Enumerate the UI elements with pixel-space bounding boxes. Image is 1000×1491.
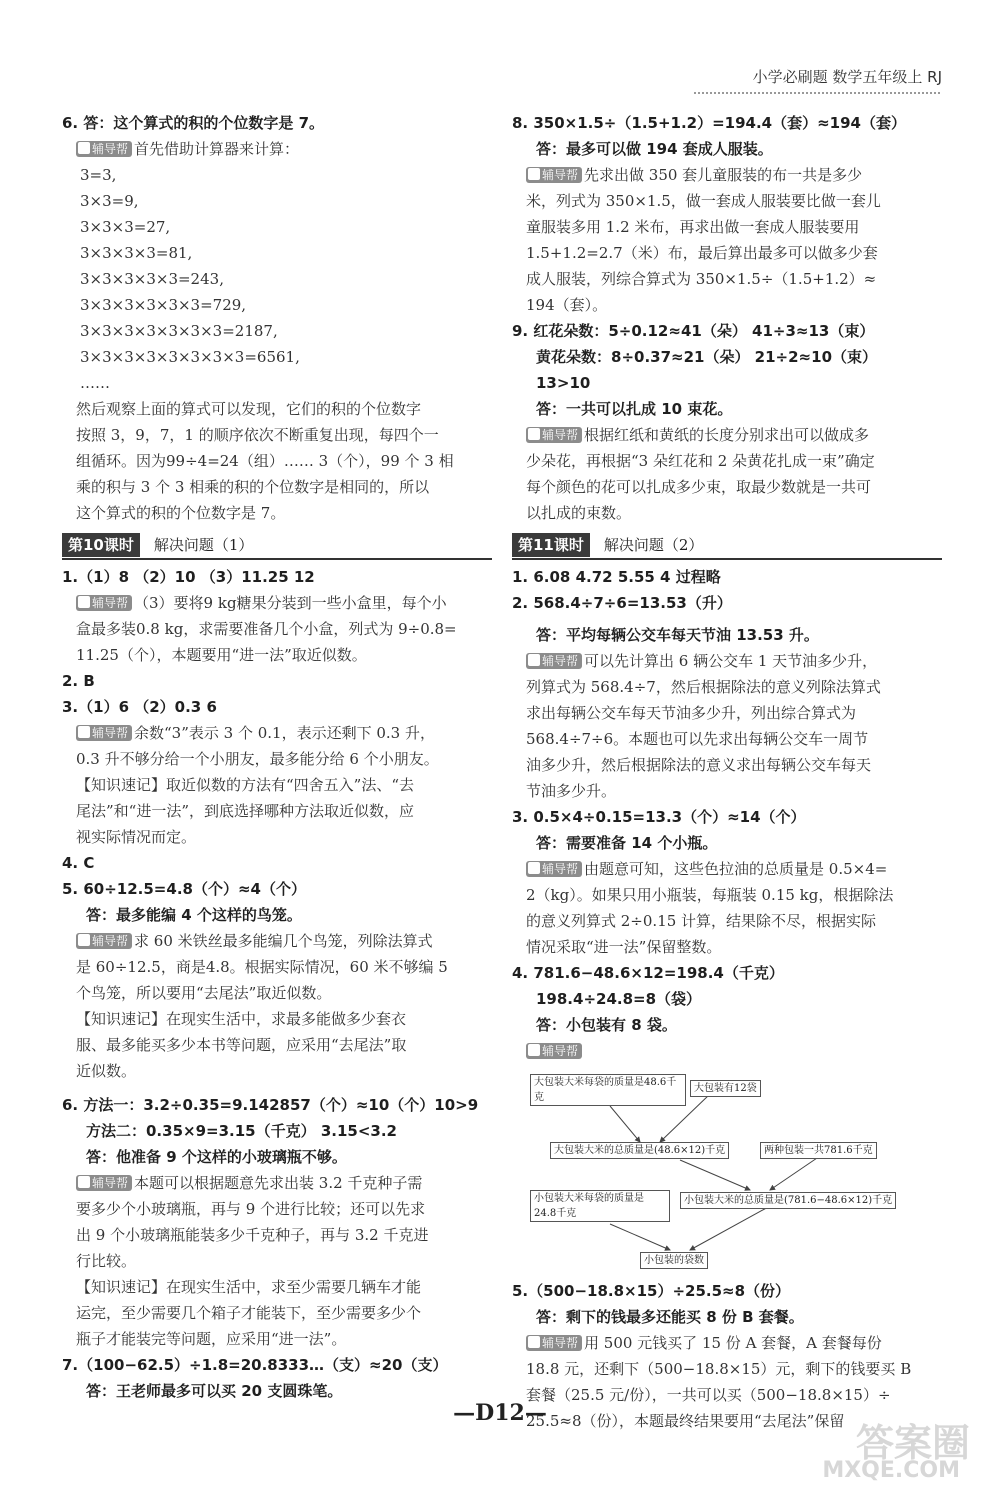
diagram-box-combined-total: 两种包装一共781.6千克 xyxy=(760,1142,877,1159)
diagram-box-big-bag-weight: 大包装大米每袋的质量是48.6千克 xyxy=(530,1074,686,1106)
q4-answer: 4. C xyxy=(62,854,95,872)
calc-line: 3×3×3×3=81, xyxy=(80,244,193,262)
calc-line: 3×3×3×3×3=243, xyxy=(80,270,224,288)
book-icon xyxy=(78,1176,90,1188)
calc-line: 3=3, xyxy=(80,166,117,184)
q7-answer-2: 答：王老师最多可以买 20 支圆珠笔。 xyxy=(86,1382,343,1400)
q3-help-line: 视实际情况而定。 xyxy=(76,828,197,846)
header-divider xyxy=(694,92,940,94)
r4-line-1: 4. 781.6−48.6×12=198.4（千克） xyxy=(512,964,784,982)
r1-answer: 1. 6.08 4.72 5.55 4 过程略 xyxy=(512,568,721,586)
r5-answer-2: 答：剩下的钱最多还能买 8 份 B 套餐。 xyxy=(536,1308,804,1326)
calc-line: 3×3×3×3×3×3×3×3=6561, xyxy=(80,348,300,366)
q9-line-4: 答：一共可以扎成 10 束花。 xyxy=(536,400,733,418)
fudaobang-tag: 辅导帮 xyxy=(526,1043,582,1059)
r5-help: 辅导帮 用 500 元钱买了 15 份 A 套餐，A 套餐每份 xyxy=(512,1330,942,1356)
calc-line: 3×3=9, xyxy=(80,192,139,210)
lesson-title: 解决问题（2） xyxy=(603,536,704,554)
watermark-url: MXQE.COM xyxy=(822,1458,960,1483)
q2-answer: 2. B xyxy=(62,672,95,690)
q5-help-line: 是 60÷12.5，商是4.8。根据实际情况，60 米不够编 5 xyxy=(76,958,448,976)
r4-line-2: 198.4÷24.8=8（袋） xyxy=(536,990,702,1008)
q8-help-line: 米，列式为 350×1.5，做一套成人服装要比做一套儿 xyxy=(526,192,881,210)
q6b-help-line: 出 9 个小玻璃瓶能装多少千克种子，再与 3.2 千克进 xyxy=(76,1226,429,1244)
diagram-box-big-total: 大包装大米的总质量是(48.6×12)千克 xyxy=(550,1142,729,1159)
q3-help: 辅导帮 余数“3”表示 3 个 0.1，表示还剩下 0.3 升， xyxy=(62,720,492,746)
q1-help-line: 盒最多装0.8 kg，求需要准备几个小盒，列式为 9÷0.8= xyxy=(76,620,457,638)
page-number: —D12— xyxy=(453,1400,547,1426)
q9-line-3: 13>10 xyxy=(536,374,591,392)
book-icon xyxy=(528,168,540,180)
q6-para: 组循环。因为99÷4=24（组）…… 3（个），99 个 3 相 xyxy=(76,452,454,470)
r5-help-line: 18.8 元，还剩下（500−18.8×15）元，剩下的钱要买 B xyxy=(526,1360,912,1378)
q3-help-line: 0.3 升不够分给一个小朋友，最多能分给 6 个小朋友。 xyxy=(76,750,439,768)
r2-help-line: 节油多少升。 xyxy=(526,782,617,800)
q5-help-line: 服、最多能买多少本书等问题，应采用“去尾法”取 xyxy=(76,1036,407,1054)
q1-answer: 1.（1）8 （2）10 （3）11.25 12 xyxy=(62,568,315,586)
fudaobang-tag: 辅导帮 xyxy=(526,1335,582,1351)
book-icon xyxy=(78,596,90,608)
r5-answer: 5.（500−18.8×15）÷25.5≈8（份） xyxy=(512,1282,791,1300)
q6b-answer-2: 方法二：0.35×9=3.15（千克） 3.15<3.2 xyxy=(86,1122,397,1140)
q6-answer: 6. 答：这个算式的积的个位数字是 7。 xyxy=(62,114,325,132)
r4-help xyxy=(512,1038,942,1064)
fudaobang-tag: 辅导帮 xyxy=(76,595,132,611)
fudaobang-tag: 辅导帮 xyxy=(526,653,582,669)
fudaobang-tag: 辅导帮 xyxy=(526,167,582,183)
fudaobang-tag: 辅导帮 xyxy=(76,141,132,157)
q9-help-line: 每个颜色的花可以扎成多少束，取最少数就是一共可 xyxy=(526,478,872,496)
q6-para: 按照 3，9，7，1 的顺序依次不断重复出现，每四个一 xyxy=(76,426,439,444)
q6b-help-line: 要多少个小玻璃瓶，再与 9 个进行比较；还可以先求 xyxy=(76,1200,426,1218)
calc-line: …… xyxy=(80,374,110,392)
q6b-help: 辅导帮 本题可以根据题意先求出装 3.2 千克种子需 xyxy=(62,1170,492,1196)
r3-answer-2: 答：需要准备 14 个小瓶。 xyxy=(536,834,718,852)
q3-answer: 3.（1）6 （2）0.3 6 xyxy=(62,698,217,716)
calc-line: 3×3×3×3×3×3×3=2187, xyxy=(80,322,278,340)
diagram-box-small-total: 小包装大米的总质量是(781.6−48.6×12)千克 xyxy=(680,1192,896,1209)
fudaobang-tag: 辅导帮 xyxy=(76,933,132,949)
q9-line-1: 9. 红花朵数：5÷0.12≈41（朵） 41÷3≈13（束） xyxy=(512,322,875,340)
q9-help-line: 以扎成的束数。 xyxy=(526,504,632,522)
q6b-help-line: 瓶子才能装完等问题，应采用“进一法”。 xyxy=(76,1330,347,1348)
q5-answer-2: 答：最多能编 4 个这样的鸟笼。 xyxy=(86,906,302,924)
q6-para: 这个算式的积的个位数字是 7。 xyxy=(76,504,286,522)
book-icon xyxy=(528,428,540,440)
q8-answer: 8. 350×1.5÷（1.5+1.2）=194.4（套）≈194（套） xyxy=(512,114,906,132)
lesson-title: 解决问题（1） xyxy=(153,536,254,554)
r2-answer: 2. 568.4÷7÷6=13.53（升） xyxy=(512,594,732,612)
diagram-box-big-bag-count: 大包装有12袋 xyxy=(690,1080,761,1097)
r2-help-line: 油多少升，然后根据除法的意义求出每辆公交车每天 xyxy=(526,756,872,774)
q3-help-line: 尾法”和“进一法”，到底选择哪种方法取近似数，应 xyxy=(76,802,415,820)
q9-help: 辅导帮 根据红纸和黄纸的长度分别求出可以做成多 xyxy=(512,422,942,448)
r3-help-line: 的意义列算式 2÷0.15 计算，结果除不尽，根据实际 xyxy=(526,912,877,930)
r2-help: 辅导帮 可以先计算出 6 辆公交车 1 天节油多少升， xyxy=(512,648,942,674)
lesson-badge: 第11课时 xyxy=(512,533,590,557)
r3-help: 辅导帮 由题意可知，这些色拉油的总质量是 0.5×4= xyxy=(512,856,942,882)
q9-help-line: 少朵花，再根据“3 朵红花和 2 朵黄花扎成一束”确定 xyxy=(526,452,875,470)
calc-line: 3×3×3×3×3×3=729, xyxy=(80,296,247,314)
book-icon xyxy=(78,934,90,946)
r5-help-line: 套餐（25.5 元/份），一共可以买（500−18.8×15）÷ xyxy=(526,1386,891,1404)
q8-answer-2: 答：最多可以做 194 套成人服装。 xyxy=(536,140,773,158)
r3-answer: 3. 0.5×4÷0.15=13.3（个）≈14（个） xyxy=(512,808,806,826)
book-icon xyxy=(528,1044,540,1056)
watermark-logo: 答案圈 xyxy=(855,1421,970,1465)
q6b-answer-3: 答：他准备 9 个这样的小玻璃瓶不够。 xyxy=(86,1148,347,1166)
lesson-11-heading xyxy=(512,532,942,560)
left-column xyxy=(62,110,492,1404)
q5-help-line: 近似数。 xyxy=(76,1062,137,1080)
r3-help-line: 情况采取“进一法”保留整数。 xyxy=(526,938,722,956)
book-icon xyxy=(528,1336,540,1348)
q7-answer: 7.（100−62.5）÷1.8=20.8333…（支）≈20（支） xyxy=(62,1356,448,1374)
q5-answer: 5. 60÷12.5=4.8（个）≈4（个） xyxy=(62,880,306,898)
q6-para: 乘的积与 3 个 3 相乘的积的个位数字是相同的，所以 xyxy=(76,478,430,496)
right-column xyxy=(512,110,942,1434)
q6b-answer: 6. 方法一：3.2÷0.35=9.142857（个）≈10（个）10>9 xyxy=(62,1096,479,1114)
diagram-box-small-bag-weight: 小包装大米每袋的质量是24.8千克 xyxy=(530,1190,670,1222)
q5-help-line: 【知识速记】在现实生活中，求最多能做多少套衣 xyxy=(76,1010,407,1028)
q9-line-2: 黄花朵数：8÷0.37≈21（朵） 21÷2≈10（束） xyxy=(536,348,878,366)
r2-answer-2: 答：平均每辆公交车每天节油 13.53 升。 xyxy=(536,626,819,644)
q8-help-line: 童服装多用 1.2 米布，再求出做一套成人服装要用 xyxy=(526,218,860,236)
diagram-box-small-count: 小包装的袋数 xyxy=(640,1252,708,1269)
q8-help-line: 1.5+1.2=2.7（米）布，最后算出最多可以做多少套 xyxy=(526,244,878,262)
page-header: 小学必刷题 数学五年级上 RJ xyxy=(752,68,942,86)
book-icon xyxy=(528,862,540,874)
q6-para: 然后观察上面的算式可以发现，它们的积的个位数字 xyxy=(76,400,422,418)
q3-help-line: 【知识速记】取近似数的方法有“四舍五入”法、“去 xyxy=(76,776,415,794)
fudaobang-tag: 辅导帮 xyxy=(526,861,582,877)
lesson-badge: 第10课时 xyxy=(62,533,140,557)
analysis-diagram xyxy=(530,1072,930,1272)
q5-help: 辅导帮 求 60 米铁丝最多能编几个鸟笼，列除法算式 xyxy=(62,928,492,954)
fudaobang-tag: 辅导帮 xyxy=(76,1175,132,1191)
fudaobang-tag: 辅导帮 xyxy=(76,725,132,741)
q1-help: 辅导帮 （3）要将9 kg糖果分装到一些小盒里，每个小 xyxy=(62,590,492,616)
book-icon xyxy=(78,142,90,154)
q8-help-line: 成人服装，列综合算式为 350×1.5÷（1.5+1.2）≈ xyxy=(526,270,877,288)
r2-help-line: 求出每辆公交车每天节油多少升，列出综合算式为 xyxy=(526,704,857,722)
r4-line-3: 答：小包装有 8 袋。 xyxy=(536,1016,677,1034)
q6b-help-line: 运完，至少需要几个箱子才能装下，至少需要多少个 xyxy=(76,1304,422,1322)
book-icon xyxy=(78,726,90,738)
book-icon xyxy=(528,654,540,666)
calc-line: 3×3×3=27, xyxy=(80,218,171,236)
q8-help: 辅导帮 先求出做 350 套儿童服装的布一共是多少 xyxy=(512,162,942,188)
r2-help-line: 列算式为 568.4÷7，然后根据除法的意义列除法算式 xyxy=(526,678,881,696)
r3-help-line: 2（kg）。如果只用小瓶装，每瓶装 0.15 kg，根据除法 xyxy=(526,886,894,904)
q8-help-line: 194（套）。 xyxy=(526,296,608,314)
q5-help-line: 个鸟笼，所以要用“去尾法”取近似数。 xyxy=(76,984,332,1002)
r2-help-line: 568.4÷7÷6。本题也可以先求出每辆公交车一周节 xyxy=(526,730,869,748)
lesson-10-heading xyxy=(62,532,492,560)
fudaobang-tag: 辅导帮 xyxy=(526,427,582,443)
r5-help-line: 25.5≈8（份），本题最终结果要用“去尾法”保留 xyxy=(526,1412,845,1430)
q6b-help-line: 行比较。 xyxy=(76,1252,137,1270)
q1-help-line: 11.25（个），本题要用“进一法”取近似数。 xyxy=(76,646,367,664)
q6b-help-line: 【知识速记】在现实生活中，求至少需要几辆车才能 xyxy=(76,1278,422,1296)
q6-help: 辅导帮 首先借助计算器来计算： xyxy=(62,136,492,162)
